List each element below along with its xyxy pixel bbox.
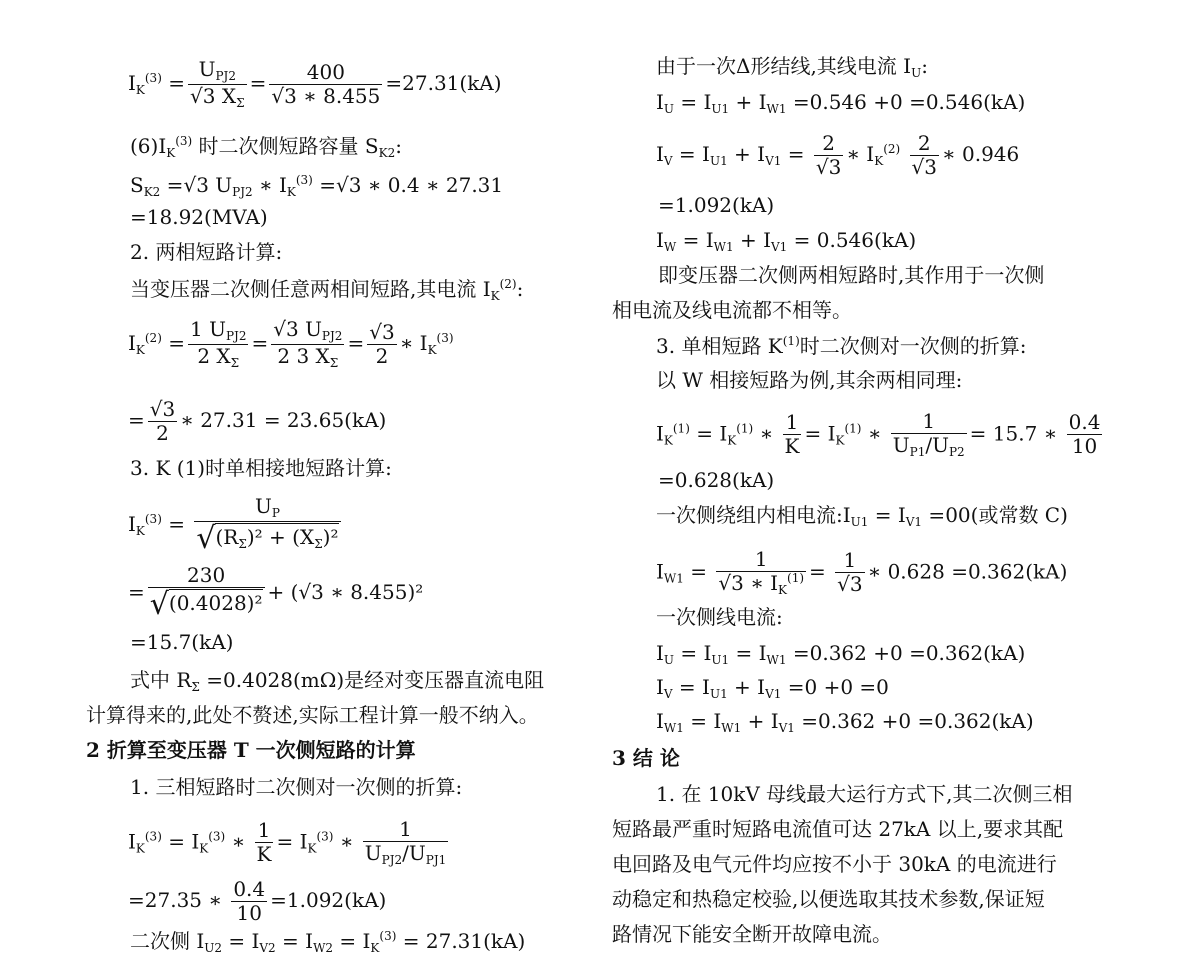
text: 由于一次Δ形结线,其线电流 I <box>656 54 912 78</box>
text: I <box>656 90 664 114</box>
sub: V <box>663 154 673 168</box>
sub: K <box>135 342 145 357</box>
text: =0.362 +0 =0.362(kA) <box>794 709 1034 733</box>
frac-den: U <box>892 433 910 457</box>
frac-num: 1 <box>363 818 449 842</box>
sup: (1) <box>736 421 754 436</box>
sub: K2 <box>143 185 161 199</box>
sup: (2) <box>883 142 901 156</box>
sub: PJ2 <box>225 329 247 343</box>
equation-two-phase-result: = $\frac{√3}{2}$ ∗ 27.31 = 23.65(kA) <box>128 397 387 445</box>
fraction <box>271 318 344 371</box>
sub: K <box>135 524 145 539</box>
sqrt-sign: √ <box>190 83 203 108</box>
equation-three-phase-current: $I_K^{(3)}$ = $\frac{U_{PJ2}}{√3 X_\Sigma}$ = $\frac{400}{√3 ∗ 8.455}$ =27.31(kA) <box>128 57 502 110</box>
sub: K <box>135 841 145 856</box>
text: = I <box>868 503 906 527</box>
section-title-single-phase: 3. K (1)时单相接地短路计算: <box>130 456 392 480</box>
equation-primary-w: $I_{W1} = I_{W1} + I_{V1} =0.362 +0 =0.362(kA)$ <box>656 709 1034 735</box>
paragraph-primary-line-current: 一次侧线电流: <box>656 605 783 629</box>
sub: V1 <box>778 721 795 735</box>
text: 一次侧绕组内相电流:I <box>656 503 851 527</box>
sup: (3) <box>144 512 162 527</box>
sup: (2) <box>499 277 517 291</box>
sqrt-sign: √ <box>196 520 216 556</box>
frac-num: 3 <box>381 319 395 344</box>
equation-single-phase-current: $I_K^{(3)}$ = $\frac{U_P}{√(R_\Sigma)^2 + (X_\Sigma)^2}$ <box>128 494 339 556</box>
equation-capacity-result: =18.92(MVA) <box>130 205 268 229</box>
item-secondary-capacity <box>130 135 402 159</box>
frac-den: 3 <box>828 155 842 179</box>
text: 当变压器二次侧任意两相间短路,其电流 I <box>130 277 491 301</box>
sqrt-sign: √ <box>273 317 286 341</box>
frac-num: 1 U <box>190 317 226 341</box>
frac-num: 1 <box>891 410 967 434</box>
text: =0 +0 =0 <box>781 675 889 699</box>
frac-den: 3 ∗ 8.455 <box>284 83 381 108</box>
sqrt-sign: √ <box>335 173 349 197</box>
sqrt-sign: √ <box>718 571 732 595</box>
text: 3 U <box>196 173 233 197</box>
text: = 15.7 ∗ <box>969 421 1058 446</box>
paragraph-note-line1 <box>130 670 544 693</box>
fraction <box>194 495 340 556</box>
text: )² <box>322 524 339 549</box>
sub: U <box>911 66 922 80</box>
text: =0.4028(mΩ)是经对变压器直流电阻 <box>199 668 545 692</box>
text: = I <box>333 929 371 953</box>
paragraph-note-line2: 计算得来的,此处不赘述,实际工程计算一般不纳入。 <box>86 703 539 727</box>
sqrt-sign: √ <box>911 155 925 179</box>
sqrt-sign: √ <box>149 587 169 622</box>
sub: K <box>199 841 209 856</box>
frac-num: 230 <box>148 564 265 588</box>
fraction <box>269 61 382 108</box>
equation-line-current-u <box>656 92 1025 115</box>
sub: U1 <box>709 687 728 701</box>
text: ∗ I <box>399 330 428 355</box>
fraction <box>367 321 396 368</box>
sup: (1) <box>782 334 800 348</box>
sub: U1 <box>850 515 869 529</box>
frac-num: 2 <box>814 132 843 156</box>
equation-primary-v: $I_V = I_{U1} + I_{V1} =0 +0 =0$ <box>656 675 889 701</box>
equation-conversion: $I_K^{(3)} = I_K^{(3)}$ ∗ $\frac{1}{K}$ = $I_K^{(3)}$ ∗ $\frac{1}{U_{PJ2}/U_{PJ1}}$ <box>128 817 447 867</box>
fraction <box>188 318 248 371</box>
sub: P1 <box>909 445 926 459</box>
equation-secondary-side <box>130 930 525 954</box>
frac-num-sub: PJ2 <box>215 69 236 83</box>
text: = I <box>276 829 308 854</box>
eq-lhs: I <box>128 70 136 95</box>
fraction <box>188 58 247 111</box>
text: 3 ∗ 8.455)² <box>311 579 424 604</box>
sub: K <box>663 433 673 448</box>
fraction <box>891 410 967 460</box>
sub: U1 <box>711 653 730 667</box>
sub: U <box>663 102 675 116</box>
fraction <box>148 398 177 445</box>
text: = <box>160 173 184 197</box>
sup: (1) <box>844 421 862 436</box>
frac-num: 0.4 <box>1068 410 1101 435</box>
text: 3. 单相短路 K <box>656 334 783 358</box>
sub: Σ <box>238 536 247 551</box>
sqrt-sign: √ <box>369 319 382 344</box>
fraction <box>910 132 939 179</box>
text: = I <box>275 929 314 953</box>
sub: V <box>663 687 673 701</box>
frac-den: (R <box>215 524 239 549</box>
sub: K <box>727 433 737 448</box>
equation-short-circuit-capacity <box>130 174 503 198</box>
fraction <box>255 819 274 866</box>
frac-den: 3 <box>924 155 938 179</box>
sup: (1) <box>787 571 805 585</box>
text: 时二次侧对一次侧的折算: <box>799 334 1027 358</box>
fraction <box>835 549 864 596</box>
sub: W <box>663 240 677 254</box>
text: : <box>395 134 402 158</box>
conclusion-line5: 路情况下能安全断开故障电流。 <box>612 922 892 946</box>
right-column <box>600 0 1200 952</box>
text: = 0.546(kA) <box>787 228 917 252</box>
equation-primary-u: $I_U = I_{U1} = I_{W1} =0.362 +0 =0.362(kA)$ <box>656 641 1026 667</box>
paragraph-two-phase <box>130 278 523 302</box>
text: = 27.31(kA) <box>396 929 526 953</box>
text: = I <box>222 929 260 953</box>
equation-winding-w-current: $I_{W1}$ = $\frac{1}{√3 ∗ I_K^{(1)}}$ = $\frac{1}{√3}$ ∗ 0.628 =0.362(kA) <box>656 547 1068 597</box>
text: /U <box>402 841 426 865</box>
frac-num: 1 <box>255 819 274 843</box>
sup: (3) <box>175 134 193 148</box>
sub: K2 <box>378 146 396 160</box>
equation-single-phase-substitution: = $\frac{230}{\text{√(0.4028)²}}$ + (√3 ∗ 8.455)² <box>128 563 424 622</box>
text: ∗ I <box>252 173 287 197</box>
equation-line-current-w: $I_W = I_{W1} + I_{V1} = 0.546(kA)$ <box>656 228 917 254</box>
eq-result: =27.31(kA) <box>385 70 502 95</box>
paragraph-conclusion-two-phase-line2: 相电流及线电流都不相等。 <box>612 298 852 322</box>
conclusion-line2: 短路最严重时短路电流值可达 27kA 以上,要求其配 <box>612 817 1064 841</box>
text: ∗ 0.628 =0.362(kA) <box>867 559 1068 584</box>
frac-den: 2 <box>156 421 169 445</box>
frac-num: 1 <box>783 411 802 435</box>
sub: PJ2 <box>321 329 343 343</box>
text: =0.546 +0 =0.546(kA) <box>786 90 1026 114</box>
sub: K <box>427 342 437 357</box>
sub: PJ2 <box>232 185 253 199</box>
sub: W1 <box>766 102 787 116</box>
text: (6)I <box>130 134 167 158</box>
sub: PJ2 <box>381 853 403 867</box>
section-heading-3: 3 结 论 <box>612 746 680 770</box>
frac-num: 0.4 <box>233 877 266 901</box>
text: = <box>312 173 336 197</box>
sub: V1 <box>905 515 923 529</box>
sub: Σ <box>191 680 200 694</box>
sup: (3) <box>436 330 454 345</box>
sqrt-sign: √ <box>183 173 197 197</box>
frac-den: 3 <box>849 572 863 597</box>
frac-den: 2 3 X <box>277 343 330 368</box>
sub: U2 <box>204 941 223 955</box>
sub: K <box>778 583 788 597</box>
frac-num: U <box>198 57 216 81</box>
sub: W1 <box>721 721 742 735</box>
sub: K <box>307 841 317 856</box>
section-heading-2: 2 折算至变压器 T 一次侧短路的计算 <box>86 738 416 762</box>
sub: K <box>835 433 845 448</box>
sqrt-sign: √ <box>837 572 850 597</box>
frac-num: U <box>254 494 272 518</box>
frac-den: 2 X <box>197 343 231 368</box>
paragraph-w-phase-example: 以 W 相接短路为例,其余两相同理: <box>656 368 963 392</box>
sub: P <box>271 506 280 520</box>
text: =1.092(kA) <box>270 888 387 912</box>
sub: W1 <box>766 653 787 667</box>
sup: (2) <box>144 330 162 345</box>
sub: V2 <box>259 941 276 955</box>
sup: (3) <box>144 829 162 844</box>
equation-line-current-v: $I_V = I_{U1} + I_{V1}$ = $\frac{2}{√3}$ ∗ $I_K^{(2)}$ $\frac{2}{√3}$ ∗ 0.946 <box>656 131 1020 179</box>
frac-num: 1 <box>716 548 806 572</box>
section-title-three-phase-conversion: 1. 三相短路时二次侧对一次侧的折算: <box>130 775 463 799</box>
frac-den: (0.4028)² <box>168 591 263 615</box>
sub: K <box>286 185 296 199</box>
sub: K <box>370 941 380 955</box>
equation-single-phase-conversion-result: =0.628(kA) <box>658 468 775 492</box>
conclusion-line3: 电回路及电气元件均应按不小于 30kA 的电流进行 <box>612 852 1057 876</box>
sub: V1 <box>765 154 782 168</box>
frac-den-sub: Σ <box>236 95 245 110</box>
eq-lhs-sub: K <box>135 82 145 97</box>
fraction <box>231 878 267 925</box>
fraction <box>814 132 843 179</box>
fraction <box>716 548 806 598</box>
fraction <box>1067 411 1103 458</box>
sub: V1 <box>770 240 788 254</box>
sub: K <box>166 146 176 160</box>
sqrt-sign: √ <box>271 83 285 108</box>
section-title-single-phase-conversion <box>656 335 1027 356</box>
text: =00(或常数 C) <box>922 503 1068 527</box>
sub: U1 <box>711 102 730 116</box>
frac-num: 1 <box>835 549 864 573</box>
sub: P2 <box>948 445 965 459</box>
fraction <box>363 818 449 868</box>
text: + ( <box>267 579 299 604</box>
text: ∗ I <box>846 142 875 166</box>
text: : <box>516 277 524 301</box>
sup: (3) <box>316 829 334 844</box>
frac-den: K <box>784 434 800 459</box>
fraction <box>783 411 802 458</box>
eq-lhs-sup: (3) <box>144 70 162 85</box>
text: 式中 R <box>130 668 192 692</box>
text: = I <box>674 90 712 114</box>
sub: K <box>490 289 500 303</box>
paragraph-delta-connection <box>656 56 928 79</box>
text: ∗ 0.946 <box>942 142 1020 166</box>
frac-den: 10 <box>1071 434 1098 459</box>
sub: K <box>874 154 884 168</box>
text: /U <box>925 433 949 457</box>
equation-line-current-v-result: =1.092(kA) <box>658 193 775 217</box>
sub: W1 <box>663 721 684 735</box>
frac-num: 3 U <box>285 317 322 341</box>
equation-two-phase-current: $I_K^{(2)}$ = $\frac{1 U_{PJ2}}{2 X_\Sigma}$ = $\frac{√3 U_{PJ2}}{2 3 X_\Sigma}$ = $\frac{√3}{2}$ ∗ $I_K^{(3)}$ <box>128 317 454 370</box>
frac-den: U <box>364 841 382 865</box>
frac-num: 400 <box>269 61 382 85</box>
section-title-two-phase: 2. 两相短路计算: <box>130 240 283 264</box>
frac-den: 2 <box>375 343 389 368</box>
conclusion-line1: 1. 在 10kV 母线最大运行方式下,其二次侧三相 <box>656 782 1073 806</box>
sub: Σ <box>230 355 240 370</box>
fraction <box>148 564 265 623</box>
text: S <box>130 173 144 197</box>
frac-den: 3 X <box>202 83 237 108</box>
sub: Σ <box>329 355 339 370</box>
text: 3 ∗ 0.4 ∗ 27.31 <box>348 173 504 197</box>
text: + I <box>729 90 767 114</box>
sup: (3) <box>295 173 313 187</box>
sub: Σ <box>314 536 323 551</box>
text: : <box>921 54 928 78</box>
frac-den: 10 <box>236 901 262 925</box>
equation-single-phase-result: =15.7(kA) <box>130 630 234 654</box>
sqrt-sign: √ <box>149 397 163 421</box>
sup: (3) <box>208 829 226 844</box>
sup: (1) <box>672 421 690 436</box>
sub: W1 <box>663 571 684 586</box>
sqrt-sign: √ <box>298 579 312 604</box>
equation-conversion-result <box>128 878 386 925</box>
paragraph-conclusion-two-phase-line1: 即变压器二次侧两相短路时,其作用于一次侧 <box>658 263 1045 287</box>
frac-num: 3 <box>162 397 176 421</box>
equation-single-phase-conversion: $I_K^{(1)} = I_K^{(1)}$ ∗ $\frac{1}{K}$ = $I_K^{(1)}$ ∗ $\frac{1}{U_{P1}/U_{P2}}$ = 15.7 ∗ $\frac{0.4}{10}$ <box>656 409 1101 459</box>
sub: PJ1 <box>425 853 447 867</box>
sub: V1 <box>765 687 782 701</box>
conclusion-line4: 动稳定和热稳定校验,以便选取其技术参数,保证短 <box>612 887 1045 911</box>
text: ∗ 27.31 = 23.65(kA) <box>180 408 387 432</box>
frac-num: 2 <box>910 132 939 156</box>
sub: W2 <box>313 941 334 955</box>
sqrt-sign: √ <box>815 155 829 179</box>
text: 时二次侧短路容量 S <box>192 134 379 158</box>
text: =27.35 ∗ <box>128 888 222 912</box>
frac-den: 3 ∗ I <box>731 571 779 595</box>
text: )² + (X <box>246 524 315 549</box>
sub: U <box>663 653 675 667</box>
sub: U1 <box>709 154 728 168</box>
sub: W1 <box>713 240 734 254</box>
sup: (3) <box>379 929 397 943</box>
text: 二次侧 I <box>130 929 205 953</box>
text: =0.362 +0 =0.362(kA) <box>786 641 1026 665</box>
paragraph-winding-phase-current <box>656 505 1068 528</box>
frac-den: K <box>256 842 272 867</box>
